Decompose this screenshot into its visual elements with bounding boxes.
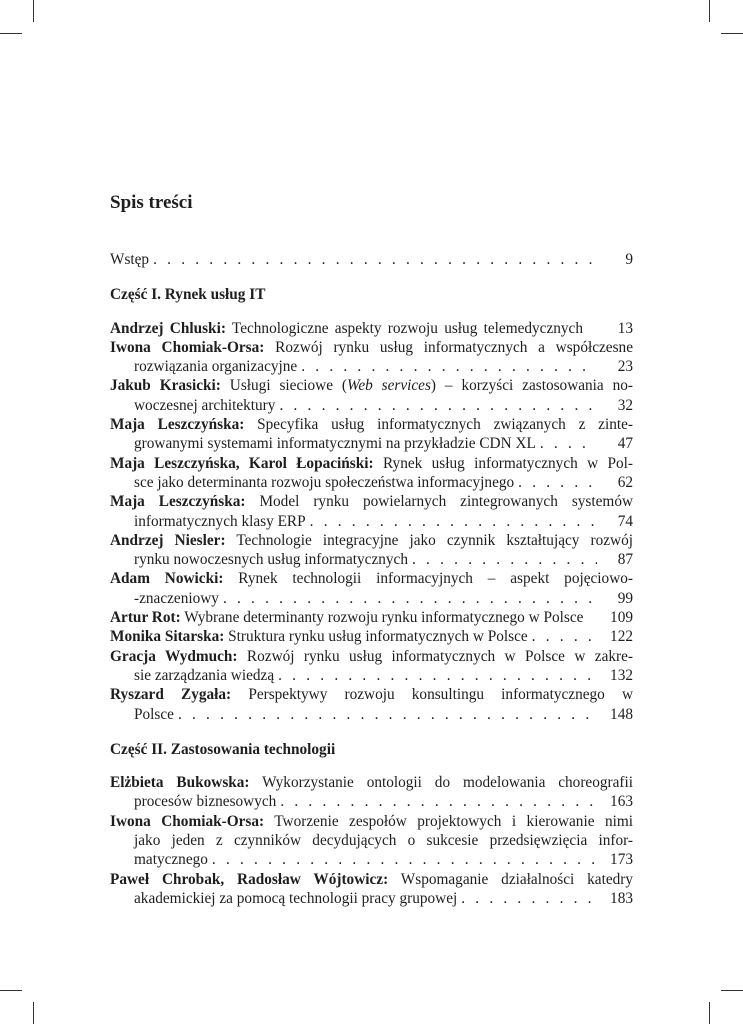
entry-title: Wspomaganie działalności katedry	[400, 870, 633, 888]
page-number: 183	[610, 889, 633, 907]
crop-mark-bottom-right-h	[721, 990, 743, 991]
dot-leader	[540, 434, 597, 453]
toc-entry[interactable]	[110, 319, 633, 338]
dot-leader	[310, 512, 597, 531]
dot-leader	[461, 889, 597, 908]
toc-entry[interactable]	[110, 492, 633, 531]
dot-leader	[278, 666, 597, 685]
entry-author: Maja Leszczyńska:	[110, 493, 246, 511]
entry-title-cont: jako jeden z czynników decydujących o sukcesie przedsięwzięcia infor-	[134, 832, 633, 850]
page-number: 74	[617, 512, 633, 530]
page-number: 62	[617, 473, 633, 491]
toc-entry[interactable]	[110, 647, 633, 686]
crop-mark-top-left-h	[0, 33, 22, 34]
entry-title-cont: informatycznych klasy ERP	[134, 512, 306, 530]
entry-title: Struktura rynku usług informatycznych w Polsce	[228, 628, 528, 646]
dot-leader	[178, 705, 597, 724]
entry-title: Rozwój rynku usług informatycznych w Polsce w zakre-	[246, 647, 633, 665]
entry-title-cont: rozwiązania organizacyjne	[134, 358, 298, 376]
crop-mark-bottom-right	[709, 1002, 710, 1024]
toc-entry[interactable]	[110, 608, 633, 627]
section-heading-part2: Część II. Zastosowania technologii	[110, 740, 336, 758]
dot-leader	[518, 473, 597, 492]
page-number: 32	[617, 396, 633, 414]
toc-entry[interactable]	[110, 569, 633, 608]
entry-title: Rynek usług informatycznych w Pol-	[382, 454, 633, 472]
toc-entry[interactable]	[110, 454, 633, 493]
entry-author: Maja Leszczyńska:	[110, 416, 245, 434]
page-number: 122	[610, 628, 633, 646]
entry-title: Specyfika usług informatycznych związanych z zinte-	[257, 416, 634, 434]
crop-mark-top-right	[709, 0, 710, 22]
page-number: 47	[617, 435, 633, 453]
entry-author: Gracja Wydmuch:	[110, 647, 238, 665]
entry-title: Tworzenie zespołów projektowych i kierowanie nimi	[274, 812, 633, 830]
dot-leader	[279, 396, 597, 415]
dot-leader	[532, 627, 597, 646]
page-number: 109	[610, 609, 633, 627]
page-number: 13	[617, 319, 633, 337]
page-number: 148	[610, 705, 633, 723]
page-number: 132	[610, 666, 633, 684]
page-number: 163	[610, 793, 633, 811]
entry-title: Technologiczne aspekty rozwoju usług telemedycznych	[231, 319, 583, 337]
crop-mark-bottom-left-h	[0, 990, 22, 991]
entry-title-part: Usługi sieciowe (	[229, 377, 347, 395]
entry-author: Andrzej Chluski:	[110, 319, 226, 337]
page-number: 173	[610, 851, 633, 869]
entry-title-cont: sie zarządzania wiedzą	[134, 666, 275, 684]
crop-mark-top-right-h	[721, 33, 743, 34]
toc-entry-intro[interactable]	[110, 250, 633, 269]
page-number: 23	[617, 358, 633, 376]
entry-title-cont: growanymi systemami informatycznymi na przykładzie CDN XL	[134, 435, 536, 453]
entry-author: Iwona Chomiak-Orsa:	[110, 338, 265, 356]
page-title: Spis treści	[110, 192, 193, 213]
entry-author: Paweł Chrobak, Radosław Wójtowicz:	[110, 870, 389, 888]
entry-author: Ryszard Zygała:	[110, 686, 232, 704]
entry-author: Adam Nowicki:	[110, 570, 224, 588]
dot-leader	[212, 850, 597, 869]
entry-title: Technologie integracyjne jako czynnik kształtujący rozwój	[236, 531, 633, 549]
toc-entry[interactable]	[110, 685, 633, 724]
entry-title: Perspektywy rozwoju konsultingu informatycznego w	[248, 686, 634, 704]
toc-entry[interactable]	[110, 870, 633, 909]
entry-author: Monika Sitarska:	[110, 628, 225, 646]
toc-entry[interactable]	[110, 531, 633, 570]
entry-title: Rozwój rynku usług informatycznych a współczesne	[275, 338, 633, 356]
dot-leader	[223, 589, 597, 608]
entry-title-italic: Web services	[346, 377, 431, 395]
page-number: 9	[625, 251, 633, 268]
toc-entry[interactable]	[110, 773, 633, 812]
dot-leader	[412, 550, 597, 569]
entry-title: Wykorzystanie ontologii do modelowania choreografii	[262, 774, 633, 792]
entry-title-part: ) – korzyści zastosowania no-	[430, 377, 633, 395]
dot-leader	[280, 792, 597, 811]
entry-title-cont: Polsce	[134, 705, 174, 723]
entry-author: Artur Rot:	[110, 609, 181, 627]
crop-mark-bottom-left	[33, 1002, 34, 1024]
entry-author: Maja Leszczyńska, Karol Łopaciński:	[110, 454, 374, 472]
entry-title: Wybrane determinanty rozwoju rynku informatycznego w Polsce	[184, 609, 584, 627]
entry-title-cont: sce jako determinanta rozwoju społeczeństwa informacyjnego	[134, 473, 515, 491]
toc-entry[interactable]	[110, 627, 633, 646]
toc-entry[interactable]	[110, 812, 633, 870]
entry-author: Iwona Chomiak-Orsa:	[110, 812, 265, 830]
entry-title-cont: woczesnej architektury	[134, 396, 276, 414]
toc-entry[interactable]	[110, 415, 633, 454]
entry-title-cont: -znaczeniowy	[134, 589, 219, 607]
page-number: 87	[617, 551, 633, 569]
entry-author: Andrzej Niesler:	[110, 531, 226, 549]
entry-title-cont: akademickiej za pomocą technologii pracy grupowej	[134, 889, 458, 907]
toc-entry[interactable]	[110, 376, 633, 415]
toc-entry[interactable]	[110, 338, 633, 377]
page-number: 99	[617, 589, 633, 607]
dot-leader	[301, 357, 597, 376]
toc-entry-label: Wstęp	[110, 251, 150, 268]
entry-title: Rynek technologii informacyjnych – aspekt pojęciowo-	[238, 570, 633, 588]
section-heading-part1: Część I. Rynek usług IT	[110, 286, 266, 304]
entry-author: Elżbieta Bukowska:	[110, 774, 250, 792]
entry-title: Model rynku powielarnych zintegrowanych systemów	[259, 493, 634, 511]
entry-title-cont: procesów biznesowych	[134, 793, 277, 811]
entry-author: Jakub Krasicki:	[110, 377, 221, 395]
table-of-contents	[110, 250, 633, 908]
dot-leader	[153, 250, 597, 269]
crop-mark-top-left	[33, 0, 34, 22]
entry-title-cont: matycznego	[134, 851, 208, 869]
entry-title-cont: rynku nowoczesnych usług informatycznych	[134, 551, 408, 569]
